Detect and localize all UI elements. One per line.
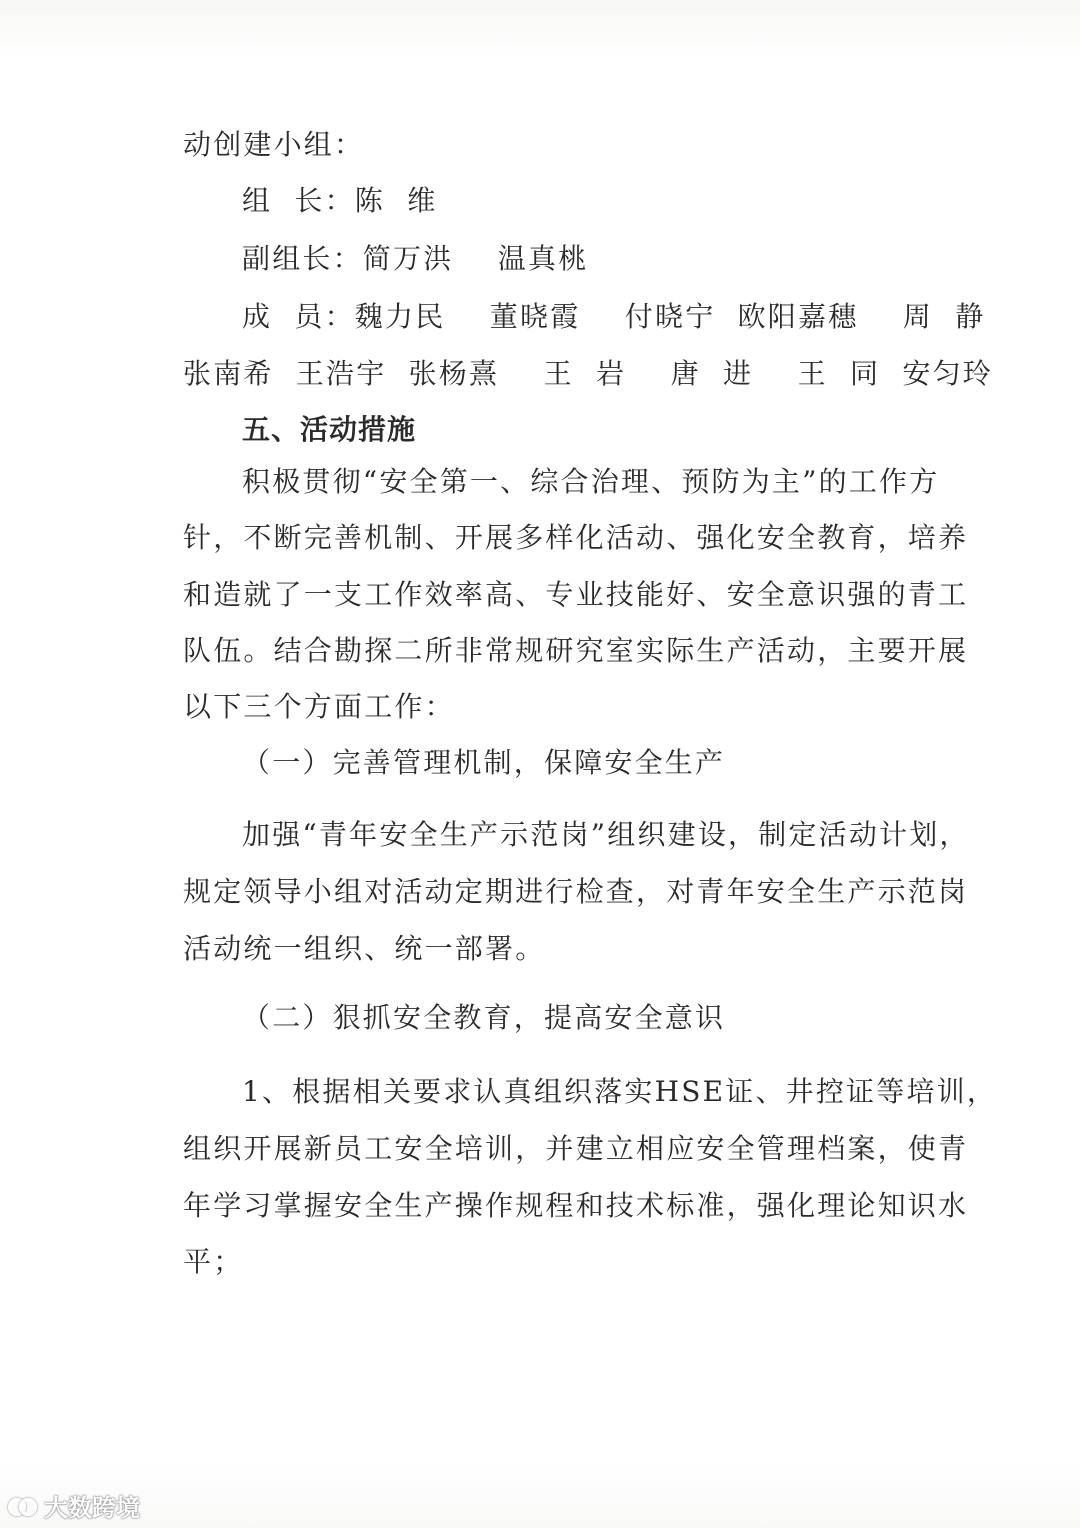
- members-line: 成 员：魏力民 董晓霞 付晓宁 欧阳嘉穗 周 静: [242, 300, 986, 333]
- text-line: 动创建小组：: [183, 128, 365, 161]
- watermark: [8, 1488, 140, 1523]
- paragraph-line: 活动统一组织、统一部署。: [183, 932, 546, 965]
- paragraph-line: 积极贯彻“安全第一、综合治理、预防为主”的工作方: [242, 465, 940, 498]
- subsection-heading: （二）狠抓安全教育，提高安全意识: [242, 1001, 726, 1034]
- paragraph-line: 针，不断完善机制、开展多样化活动、强化安全教育，培养: [183, 521, 969, 554]
- paragraph-line: 平；: [183, 1245, 244, 1278]
- watermark-text: 大数跨境: [44, 1494, 140, 1522]
- team-leader-line: 组 长：陈 维: [242, 184, 438, 217]
- members-line: 张南希 王浩宇 张杨熹 王 岩 唐 进 王 同 安匀玲: [183, 357, 994, 390]
- subsection-heading: （一）完善管理机制，保障安全生产: [242, 746, 726, 779]
- paragraph-line: 加强“青年安全生产示范岗”组织建设，制定活动计划，: [242, 818, 970, 851]
- paragraph-line: 组织开展新员工安全培训，并建立相应安全管理档案，使青: [183, 1132, 969, 1165]
- link-rings-icon: [8, 1495, 38, 1517]
- paragraph-line: 年学习掌握安全生产操作规程和技术标准，强化理论知识水: [183, 1189, 969, 1222]
- paragraph-line: 以下三个方面工作：: [183, 690, 455, 723]
- paragraph-line: 队伍。结合勘探二所非常规研究室实际生产活动，主要开展: [183, 634, 969, 667]
- paragraph-line: 和造就了一支工作效率高、专业技能好、安全意识强的青工: [183, 578, 969, 611]
- section-heading: 五、活动措施: [242, 413, 417, 446]
- deputy-leader-line: 副组长：简万洪 温真桃: [242, 242, 589, 275]
- paragraph-line: 规定领导小组对活动定期进行检查，对青年安全生产示范岗: [183, 875, 969, 908]
- paragraph-line: 1、根据相关要求认真组织落实HSE证、井控证等培训，: [242, 1075, 998, 1108]
